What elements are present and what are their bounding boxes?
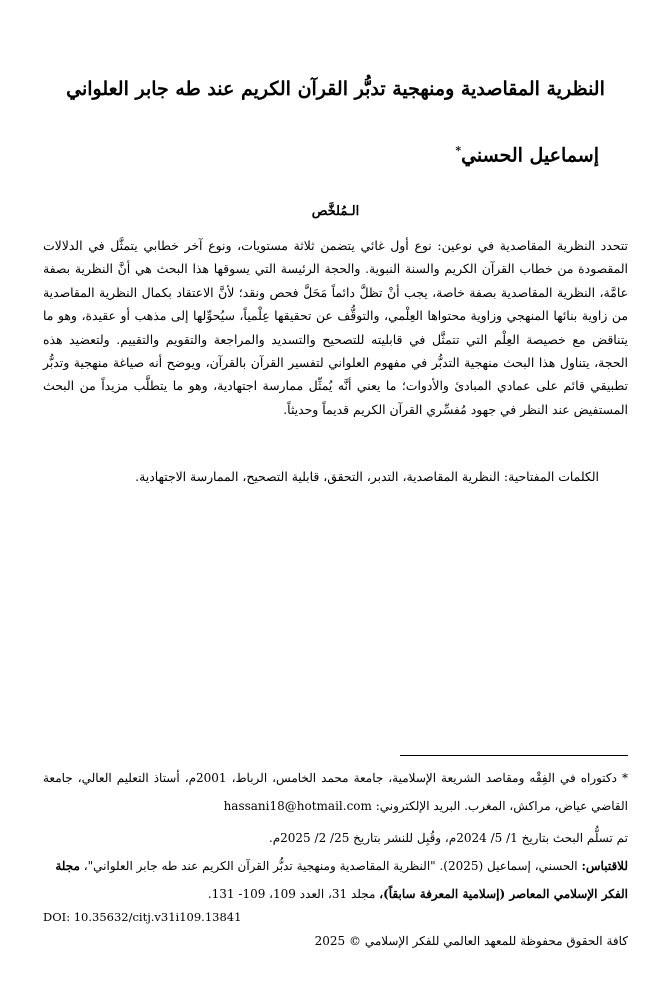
abstract-heading: الـمُلخَّص bbox=[311, 204, 360, 219]
citation-journal: مجلة الفكر الإسلامي المعاصر (إسلامية المعرفة سابقاً)، bbox=[55, 859, 628, 901]
doi-link[interactable]: DOI: 10.35632/citj.v31i109.13841 bbox=[43, 910, 242, 924]
author-email-link[interactable]: hassani18@hotmail.com bbox=[223, 799, 372, 813]
footnote-affiliation bbox=[43, 764, 628, 820]
copyright-notice: كافة الحقوق محفوظة للمعهد العالمي للفكر الإسلامي © 2025 bbox=[314, 934, 628, 948]
citation-text: الحسني، إسماعيل (2025). "النظرية المقاصدية ومنهجية تدبُّر القرآن الكريم عند طه جابر العلواني"، bbox=[83, 859, 578, 873]
citation-label: للاقتباس: bbox=[581, 859, 628, 873]
footnote-dates: تم تسلُّم البحث بتاريخ 1/ 5/ 2024م، وقُبِل للنشر بتاريخ 25/ 2/ 2025م. bbox=[268, 831, 628, 845]
author-name-text: إسماعيل الحسني bbox=[461, 144, 599, 167]
paper-title: النظرية المقاصدية ومنهجية تدبُّر القرآن الكريم عند طه جابر العلواني bbox=[66, 78, 605, 100]
keywords: الكلمات المفتاحية: النظرية المقاصدية، التدبر، التحقق، قابلية التصحيح، الممارسة الاجتهادية. bbox=[135, 469, 599, 484]
abstract-body: تتحدد النظرية المقاصدية في نوعين: نوع أول غائي يتضمن ثلاثة مستويات، ونوع آخر خطابي يتمثَّل في الدلالات المقصودة من خطاب القرآن الكريم والسنة النبوية. والحجة الرئيسة التي يسوقها هذا البحث هي أنَّ النظرية بصفة عامَّة، النظرية المقاصدية بصفة خاصة، يجب أنْ تظلَّ دائماً مَحَلَّ فحص ونقد؛ لأنَّ الاعتقاد بكمال النظرية المقاصدية من زاوية بنائها المنهجي وزاوية محتواها العِلْمي، والتوقُّف عن تحقيقها عِلْمياً، سيُحوِّلها إلى مذهب أو عقيدة، وهو ما يتناقض مع خصيصة العِلْم التي تتمثَّل في قابليته للتصحيح والتسديد والمراجعة والتقويم والتقييم. ولتعضيد هذه الحجة، يتناول هذا البحث منهجية التدبُّر في مفهوم العلواني لتفسير القرآن بالقرآن، ويوضح أنه صياغة منهجية وتدبُّر تطبيقي قائم على عمادي المبادئ والأدوات؛ ما يعني أنَّه يُمثِّل ممارسة اجتهادية، وهو ما يتطلَّب مزيداً من البحث المستفيض عند النظر في جهود مُفسِّري القرآن الكريم قديماً وحديثاً. bbox=[43, 238, 628, 417]
footnote-citation bbox=[43, 852, 628, 908]
author-footnote-mark: * bbox=[455, 144, 462, 157]
citation-tail: مجلد 31، العدد 109، 109- 131. bbox=[207, 887, 376, 901]
footnote-divider bbox=[400, 755, 628, 756]
author-name bbox=[455, 144, 599, 166]
affiliation-text: * دكتوراه في الفِقْه ومقاصد الشريعة الإسلامية، جامعة محمد الخامس، الرباط، 2001م، أستاذ التعليم العالي، جامعة القاضي عياض، مراكش، المغرب. البريد الإلكتروني: bbox=[43, 771, 628, 813]
